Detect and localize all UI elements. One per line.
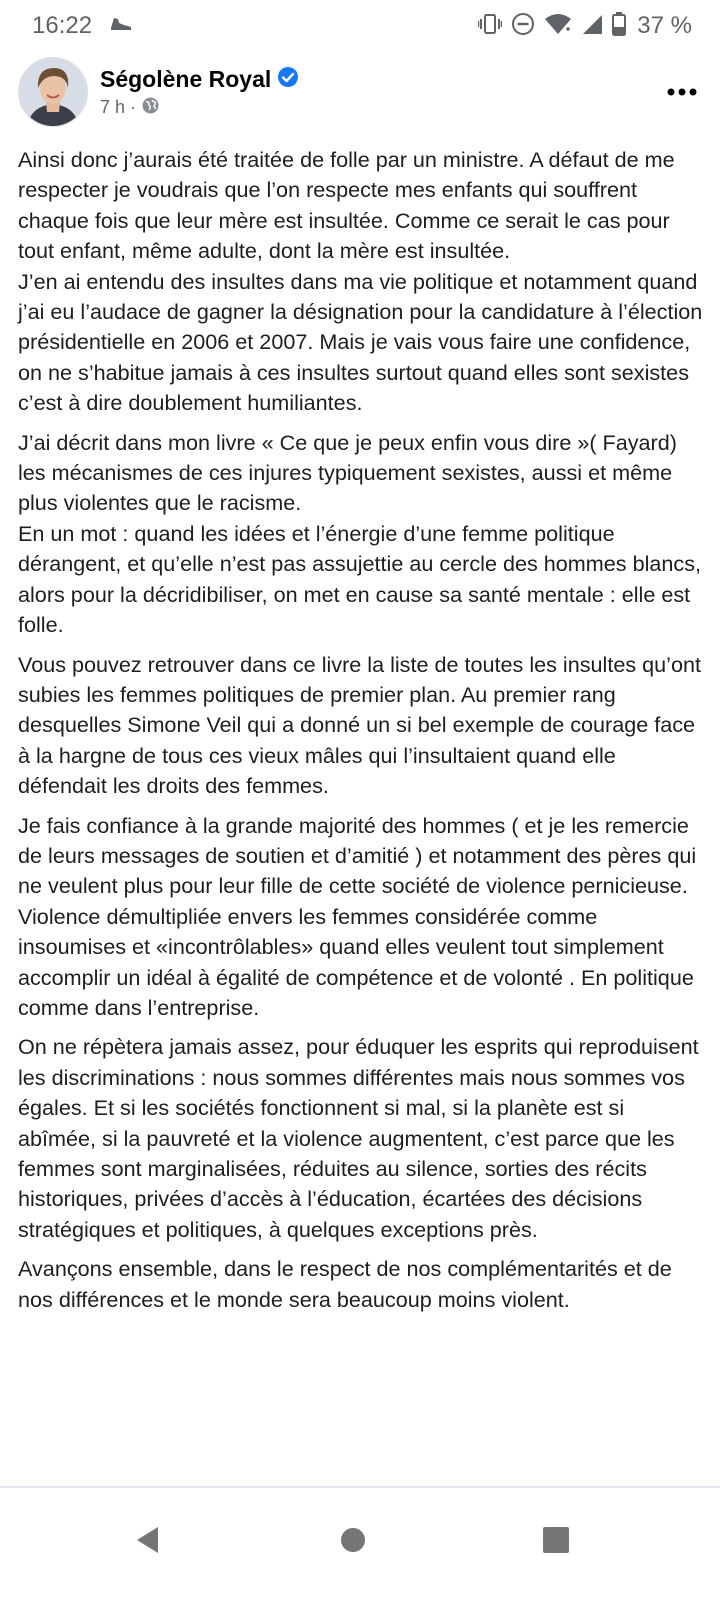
back-button[interactable] [116,1510,180,1574]
vibrate-icon [478,13,502,40]
post-text-line: Avançons ensemble, dans le respect de nos complémentarités et de nos différences et le monde sera beaucoup moins violent. [18,1256,672,1312]
status-bar [0,0,720,52]
post-text [18,145,704,1324]
shoe-icon [108,14,134,39]
battery-percentage: 37 % [637,12,692,39]
post-paragraph [18,145,704,419]
author-name[interactable]: Ségolène Royal [100,65,272,92]
cellular-signal-icon [581,13,603,40]
post-text-line: En un mot : quand les idées et l’énergie d’une femme politique dérangent, et qu’elle n’est pas assujettie au cercle des hommes blancs, alors pour la décridibiliser, on met en cause sa santé mentale : elle est folle. [18,520,701,638]
home-icon [340,1527,366,1558]
recents-button[interactable] [524,1510,588,1574]
post-paragraph [18,1032,704,1245]
post-text-line: Je fais confiance à la grande majorité des hommes ( et je les remercie de leurs messages de soutien et d’amitié ) et notamment des pères qui ne veulent plus pour leur fille de cette société de violence pernicieuse. Violence démultipliée envers les femmes considérée comme insoumises et «incontrôlables» quand elles veulent tout simplement accomplir un idéal à égalité de compétence et de volonté . En politique comme dans l’entreprise. [18,812,697,1020]
post-text-line: Vous pouvez retrouver dans ce livre la liste de toutes les insultes qu’ont subies les femmes politiques de premier plan. Au premier rang desquelles Simone Veil qui a donné un si bel exemple de courage face à la hargne de tous ces vieux mâles qui l’insultaient quand elle défendait les droits des femmes. [18,651,701,799]
more-horizontal-icon [667,83,697,101]
post-text-line: J’en ai entendu des insultes dans ma vie politique et notamment quand j’ai eu l’audace de gagner la désignation pour la candidature à l’élection présidentielle en 2006 et 2007. Mais je vais vous faire une confidence, on ne s’habitue jamais à ces insultes surtout quand elles sont sexistes c’est à dire doublement humiliantes. [18,268,703,416]
verified-badge-icon [277,66,299,93]
status-left [32,12,134,40]
author-block [100,66,299,119]
status-right [478,12,692,41]
globe-icon [142,97,159,119]
post-paragraph [18,811,704,1024]
system-nav-bar [0,1488,720,1600]
wifi-icon [544,13,572,40]
home-button[interactable] [321,1510,385,1574]
post-paragraph [18,1254,704,1315]
back-icon [134,1525,162,1560]
post-paragraph [18,428,704,641]
avatar[interactable] [18,57,88,127]
post-header [18,56,704,128]
post-text-line: Ainsi donc j’aurais été traitée de folle par un ministre. A défaut de me respecter je voudrais que l’on respecte mes enfants qui souffrent chaque fois que leur mère est insultée. Comme ce serait le cas pour tout enfant, même adulte, dont la mère est insultée. [18,147,675,264]
post-text-line: On ne répètera jamais assez, pour éduquer les esprits qui reproduisent les discriminations : nous sommes différentes mais nous sommes vos égales. Et si les sociétés fonctionnent si mal, si la planète est si abîmée, si la pauvreté et la violence augmentent, c’est parce que les femmes sont marginalisées, réduites au silence, sorties des récits historiques, privées d’accès à l’éducation, écartées des décisions stratégiques et politiques, à quelques exceptions près. [18,1034,699,1242]
more-options-button[interactable] [660,70,704,114]
post-text-line: J’ai décrit dans mon livre « Ce que je peux enfin vous dire »( Fayard) les mécanismes de ces injures typiquement sexistes, aussi et même plus violentes que le racisme. [18,429,677,516]
post-meta [100,97,299,119]
battery-icon [612,12,626,41]
do-not-disturb-icon [511,12,535,41]
status-time: 16:22 [32,12,93,39]
author-row [100,66,299,93]
post-paragraph [18,650,704,802]
recents-icon [543,1527,569,1558]
post-time[interactable]: 7 h · [100,97,137,117]
